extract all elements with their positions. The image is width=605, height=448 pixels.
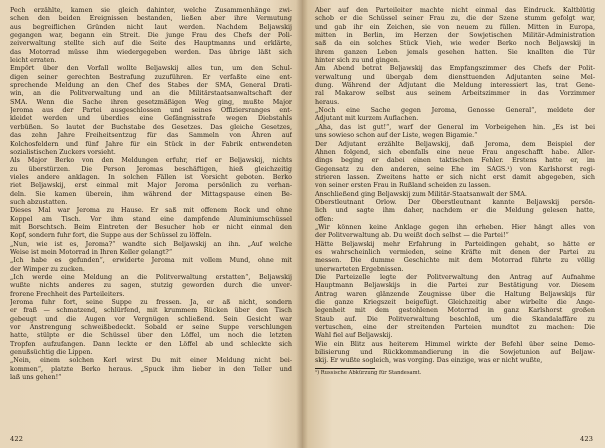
text-line: ral Makarow selbst aus seinem Arbeitszimmer in das Vorzimmer bbox=[315, 89, 595, 98]
text-line: vor Anstrengung schweißbedeckt. Sobald er seine Suppe verschlungen bbox=[10, 323, 292, 332]
text-line: Empört über den Vorfall wollte Beljawskij alles tun, um den Schul- bbox=[10, 64, 292, 73]
text-line: leicht erraten. bbox=[10, 56, 57, 65]
text-line: hinter sich zu und gingen. bbox=[315, 56, 400, 65]
text-line: der Politverwaltung ab. Du weißt doch selbst — die Partei!“ bbox=[315, 231, 509, 240]
text-line: zu überstürzen. Die Person Jeromas beschäftigen, hieß gleichzeitig bbox=[10, 164, 292, 173]
page-number-left: 422 bbox=[10, 434, 23, 443]
text-line: kommen“, platzte Berko heraus. „Spuck ihm lieber in den Teller und bbox=[10, 364, 292, 373]
text-line: Koppel am Tisch. Vor ihm stand eine dampfende Aluminiumschüssel bbox=[10, 214, 292, 223]
text-line: „Nun, wie ist es, Jeroma?“ wandte sich Beljawskij an ihn. „Auf welche bbox=[10, 239, 292, 248]
text-line: digen seiner gerechten Bestrafung zuzuführen. Er verfaßte eine ent- bbox=[10, 72, 292, 81]
text-line: Die Parteizelle legte der Politverwaltung den Antrag auf Aufnahme bbox=[315, 273, 595, 281]
text-line: kleidet werden und überdies eine Gefängnisstrafe wegen Diebstahls bbox=[10, 114, 292, 123]
text-line: Jeroma fuhr fort, seine Suppe zu fressen. Ja, er aß nicht, sondern bbox=[10, 298, 292, 307]
text-line: und gab ihr ein Zeichen, sie von neuem zu füllen. Mitten in Europa, bbox=[315, 22, 595, 31]
text-line: dings beging er dabei einen taktischen Fehler. Erstens hatte er, im bbox=[315, 156, 595, 165]
text-line: Der Adjutant erzählte Beljawskij, daß Jeroma, dem Beispiel der bbox=[315, 139, 595, 148]
text-line: vertuschen, eine der streitenden Parteien mundtot zu machen: Die bbox=[315, 323, 595, 332]
text-line: mitten in Berlin, im Herzen der Sowjetischen Militär-Administration bbox=[315, 31, 595, 40]
text-line: offen: bbox=[315, 214, 334, 223]
text-line: Wie ein Blitz aus heiterem Himmel wirkte der Befehl über seine Demo- bbox=[315, 339, 595, 348]
text-line: unerwarteten Ergebnissen. bbox=[315, 264, 404, 273]
text-line: „Ich habe es gefunden“, erwiderte Jeroma mit vollem Mund, ohne mit bbox=[10, 256, 292, 265]
text-line: schob er die Schüssel seiner Frau zu, die der Szene stumm gefolgt war, bbox=[315, 14, 595, 23]
text-line: verbüßen. So lautet der Buchstabe des Gesetzes. Das gleiche Gesetzes, bbox=[10, 122, 292, 131]
text-line: schen den beiden Ereignissen bestanden, ließen aber ihre Vermutung bbox=[10, 14, 292, 23]
text-line: die ganze Kriegszeit beigefügt. Gleichzeitig aber wirbelte die Ange- bbox=[315, 298, 595, 307]
gutter-shadow-right bbox=[302, 0, 308, 448]
text-line: Pech erzählte, kamen sie gleich dahinter, welche Zusammenhänge zwi- bbox=[10, 6, 292, 14]
text-line: Adjutant mit kurzem Auflachen. bbox=[315, 114, 419, 123]
text-line: lich und sagte ihm daher, nachdem er die Meldung gelesen hatte, bbox=[315, 206, 595, 215]
text-line: Jeroma aus der Partei ausgeschlossen und seines Offiziersranges ent- bbox=[10, 106, 292, 115]
text-line: „Ich werde eine Meldung an die Politverwaltung erstatten“, Beljawskij bbox=[10, 273, 292, 281]
text-line: win, an die Politverwaltung und an die Militärstaatsanwaltschaft der bbox=[10, 89, 292, 98]
text-line: deln. Sie kamen überein, ihm während der Mittagspause einen Be- bbox=[10, 189, 292, 198]
text-line: Dieses Mal war Jeroma zu Hause. Er saß mit offenem Rock und ohne bbox=[10, 206, 292, 215]
text-line: „Noch eine Sache gegen Jeroma, Genosse General“, meldete der bbox=[315, 106, 595, 115]
text-line: mit Borschtsch. Beim Eintreten der Besucher hob er nicht einmal den bbox=[10, 222, 292, 231]
text-line: Staub auf. Die Politverwaltung beschloß, um die Skandalaffäre zu bbox=[315, 314, 595, 323]
text-line: heraus. bbox=[315, 97, 340, 106]
text-line: von seiner ersten Frau in Rußland scheiden zu lassen. bbox=[315, 181, 491, 190]
text-line: frorene Frechheit des Parteileiters. bbox=[10, 289, 125, 298]
text-line: Hauptmann Beljawskijs in die Partei zur Bestätigung vor. Diesem bbox=[315, 281, 595, 290]
text-line: ihrem ganzen Leben jemals gesehen hatten. Sie knallten die Tür bbox=[315, 47, 595, 56]
text-line: SMA. Wenn die Sache ihren gesetzmäßigen Weg ging, mußte Major bbox=[10, 97, 292, 106]
text-line: Tropfen aufzufangen. Dann leckte er den Löffel ab und schleckte sich bbox=[10, 339, 292, 348]
text-line: das zehn Jahre Freiheitsentzug für das Sammeln von Ähren auf bbox=[10, 131, 292, 140]
right-page-text bbox=[315, 6, 595, 365]
text-line: Aber auf den Parteileiter machte nicht einmal das Eindruck. Kaltblütig bbox=[315, 6, 595, 14]
text-line: hatte, stülpte er die Schüssel über den Löffel, um noch die letzten bbox=[10, 331, 292, 340]
text-line: genußsüchtig die Lippen. bbox=[10, 348, 93, 357]
text-line: gegangen war, begann ein Streit. Die junge Frau des Chefs der Poli- bbox=[10, 31, 292, 40]
text-line: er fraß — schmatzend, schlürfend, mit krummem Rücken über den Tisch bbox=[10, 306, 292, 315]
text-line: das Motorrad müsse ihm wiedergegeben werden. Das übrige läßt sich bbox=[10, 47, 292, 56]
page-number-right: 423 bbox=[580, 434, 593, 443]
text-line: Wahl fiel auf Beljawskij. bbox=[315, 331, 393, 340]
text-line: aus begreiflichen Gründen nicht laut werden. Nachdem Beljawskij bbox=[10, 22, 292, 31]
right-page bbox=[302, 0, 605, 448]
text-line: wußte nichts anderes zu sagen, stutzig geworden durch die unver- bbox=[10, 281, 292, 290]
text-line: Hätte Beljawskij mehr Erfahrung in Parteidingen gehabt, so hätte er bbox=[315, 239, 595, 248]
text-line: Als Major Berko von den Meldungen erfuhr, rief er Beljawskij, nichts bbox=[10, 156, 292, 165]
text-line: „Wir können keine Anklage gegen ihn erheben. Hier hängt alles von bbox=[315, 222, 595, 231]
footnote-rule bbox=[315, 368, 375, 369]
text-line: Antrag waren glänzende Zeugnisse über die Haltung Beljawskijs für bbox=[315, 289, 595, 298]
left-page-text bbox=[10, 6, 292, 381]
text-line: Gegensatz zu den anderen, seine Ehe im SAGS.¹) von Karlshorst regi- bbox=[315, 164, 595, 173]
text-line: sozialistischen Zuckers vorsieht. bbox=[10, 147, 116, 156]
text-line: Kolchosfeldern und fünf Jahre für ein Stück in der Fabrik entwendeten bbox=[10, 139, 292, 148]
text-line: skij. Er wußte sogleich, was vorging. Das einzige, was er nicht wußte, bbox=[315, 356, 543, 365]
text-line: strieren lassen. Zweitens hatte er sich nicht erst damit abgegeben, sich bbox=[315, 172, 595, 181]
text-line: gebeugt und die Augen vor Vergnügen schließend. Sein Gesicht war bbox=[10, 314, 292, 323]
text-line: „Aha, das ist gut!“, warf der General im Vorbeigehen hin. „Es ist bei bbox=[315, 122, 595, 131]
text-line: Anschließend ging Beljawskij zum Militär-Staatsanwalt der SMA. bbox=[315, 189, 527, 198]
left-page bbox=[0, 0, 302, 448]
text-line: Ahnen folgend, sich ebenfalls eine neue Frau angeschafft habe. Aller- bbox=[315, 147, 595, 156]
text-line: messen. Die dumme Geschichte mit dem Motorrad führte zu völlig bbox=[315, 256, 595, 265]
text-line: verwaltung und übergab dem diensttuenden Adjutanten seine Mel- bbox=[315, 72, 595, 81]
text-line: vieles andere anklagen. In solchen Fällen ist Vorsicht geboten. Berko bbox=[10, 172, 292, 181]
text-line: legenheit mit dem gestohlenen Motorrad in ganz Karlshorst großen bbox=[315, 306, 595, 315]
text-line: der Wimper zu zucken. bbox=[10, 264, 85, 273]
text-line: Weise ist mein Motorrad in Ihren Keller gelangt?“ bbox=[10, 247, 173, 256]
text-line: zeiverwaltung stellte sich auf die Seite des Hauptmanns und erklärte, bbox=[10, 39, 292, 48]
text-line: es wahrscheinlich vermieden, seine Kräfte mit denen der Partei zu bbox=[315, 247, 595, 256]
text-line: „Nein, einem solchen Kerl wirst Du mit einer Meldung nicht bei- bbox=[10, 356, 292, 365]
text-line: such abzustatten. bbox=[10, 197, 68, 206]
footnote: ¹) Russische Abkürzung für Standesamt. bbox=[315, 369, 422, 376]
text-line: uns sowieso schon auf der Liste, wegen Bigamie.“ bbox=[315, 131, 478, 140]
text-line: laß uns gehen!“ bbox=[10, 373, 62, 382]
text-line: riet Beljawskij, erst einmal mit Major Jeroma persönlich zu verhan- bbox=[10, 181, 292, 190]
text-line: sprechende Meldung an den Chef des Stabes der SMA, General Drati- bbox=[10, 81, 292, 90]
text-line: dung. Während der Adjutant die Meldung interessiert las, trat Gene- bbox=[315, 81, 595, 90]
text-line: saß da ein solches Stück Vieh, wie weder Berko noch Beljawskij in bbox=[315, 39, 595, 48]
text-line: Oberstleutnant Orlow. Der Oberstleutnant kannte Beljawskij persön- bbox=[315, 197, 595, 206]
text-line: Am Abend betrat Beljawskij das Empfangszimmer des Chefs der Polit- bbox=[315, 64, 595, 73]
text-line: Kopf, sondern fuhr fort, die Suppe aus der Schüssel zu löffeln. bbox=[10, 231, 212, 240]
text-line: bilisierung und Rückkommandierung in die Sowjetunion auf Beljaw- bbox=[315, 348, 595, 357]
